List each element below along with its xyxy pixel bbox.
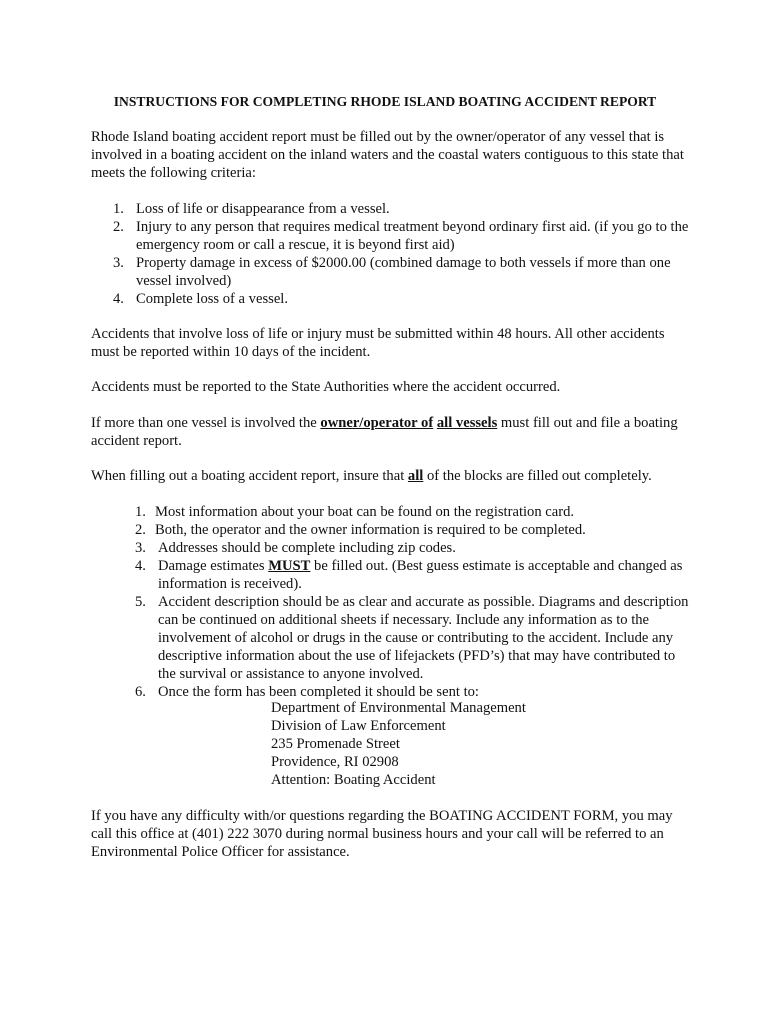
item-number: 6. bbox=[135, 684, 146, 700]
item-number: 2. bbox=[135, 522, 146, 538]
item-number: 4. bbox=[113, 291, 124, 307]
step-item bbox=[135, 503, 695, 521]
text-span: of the blocks are filled out completely. bbox=[423, 468, 652, 484]
address-line: Division of Law Enforcement bbox=[271, 718, 446, 734]
deadlines-paragraph: Accidents that involve loss of life or injury must be submitted within 48 hours. All other accidents must be reported within 10 days of the incident. bbox=[91, 326, 665, 360]
mailing-address bbox=[271, 699, 526, 789]
item-number: 4. bbox=[135, 558, 146, 574]
item-text: Addresses should be complete including zip codes. bbox=[158, 540, 456, 556]
criteria-item bbox=[110, 200, 690, 218]
item-number: 1. bbox=[135, 504, 146, 520]
text-span: If more than one vessel is involved the bbox=[91, 415, 321, 431]
document-title: INSTRUCTIONS FOR COMPLETING RHODE ISLAND BOATING ACCIDENT REPORT bbox=[113, 94, 657, 109]
address-line: Providence, RI 02908 bbox=[271, 754, 399, 770]
item-text: Injury to any person that requires medical treatment beyond ordinary first aid. (if you go to the emergency room or call a rescue, it is beyond first aid) bbox=[136, 219, 689, 253]
address-line: 235 Promenade Street bbox=[271, 736, 400, 752]
step-item bbox=[135, 539, 695, 557]
item-text: Accident description should be as clear and accurate as possible. Diagrams and description can be continued on additional sheets if necessary. Include any information as to the involvement of alcohol or drugs in the cause or contributing to the accident. Include any descriptive information about the use of lifejackets (PFD’s) that may have contributed to the survival or assistance to anyone involved. bbox=[158, 594, 689, 682]
address-line: Attention: Boating Accident bbox=[271, 772, 436, 788]
step-item bbox=[135, 593, 695, 683]
item-number: 2. bbox=[113, 219, 124, 235]
item-number: 3. bbox=[113, 255, 124, 271]
item-number: 3. bbox=[135, 540, 146, 556]
item-number: 1. bbox=[113, 201, 124, 217]
criteria-item bbox=[110, 218, 690, 254]
emphasis-all: all bbox=[407, 468, 424, 484]
item-number: 5. bbox=[135, 594, 146, 610]
criteria-item bbox=[110, 254, 690, 290]
multi-vessel-paragraph bbox=[91, 414, 691, 450]
step-item bbox=[135, 521, 695, 539]
contact-paragraph: If you have any difficulty with/or questions regarding the BOATING ACCIDENT FORM, you may call this office at (401) 222 3070 during normal business hours and your call will be referred to an Environmental Police Officer for assistance. bbox=[91, 808, 673, 860]
text-span: must fill out and file a boating accident report. bbox=[91, 415, 678, 449]
filling-paragraph bbox=[91, 467, 711, 485]
emphasis-must: MUST bbox=[268, 558, 311, 574]
item-text: Complete loss of a vessel. bbox=[136, 291, 288, 307]
emphasis-owner-operator: owner/operator of bbox=[320, 415, 434, 431]
criteria-list bbox=[110, 200, 690, 308]
item-text: Most information about your boat can be found on the registration card. bbox=[155, 504, 575, 520]
steps-list bbox=[135, 503, 695, 701]
emphasis-all-vessels: all vessels bbox=[436, 415, 498, 431]
text-span: Damage estimates bbox=[158, 558, 269, 574]
authorities-paragraph: Accidents must be reported to the State Authorities where the accident occurred. bbox=[91, 379, 561, 395]
item-text: Property damage in excess of $2000.00 (combined damage to both vessels if more than one vessel involved) bbox=[136, 255, 671, 289]
criteria-item bbox=[110, 290, 690, 308]
text-span: When filling out a boating accident report, insure that bbox=[91, 468, 408, 484]
item-text: Both, the operator and the owner information is required to be completed. bbox=[155, 522, 586, 538]
address-line: Department of Environmental Management bbox=[271, 700, 526, 716]
text-span: be filled out. (Best guess estimate is acceptable and changed as information is received). bbox=[158, 558, 683, 592]
step-item bbox=[135, 557, 695, 593]
item-text: Loss of life or disappearance from a vessel. bbox=[136, 201, 390, 217]
item-text: Once the form has been completed it should be sent to: bbox=[158, 684, 479, 700]
intro-paragraph: Rhode Island boating accident report must be filled out by the owner/operator of any vessel that is involved in a boating accident on the inland waters and the coastal waters contiguous to this state that meets the following criteria: bbox=[91, 129, 684, 181]
